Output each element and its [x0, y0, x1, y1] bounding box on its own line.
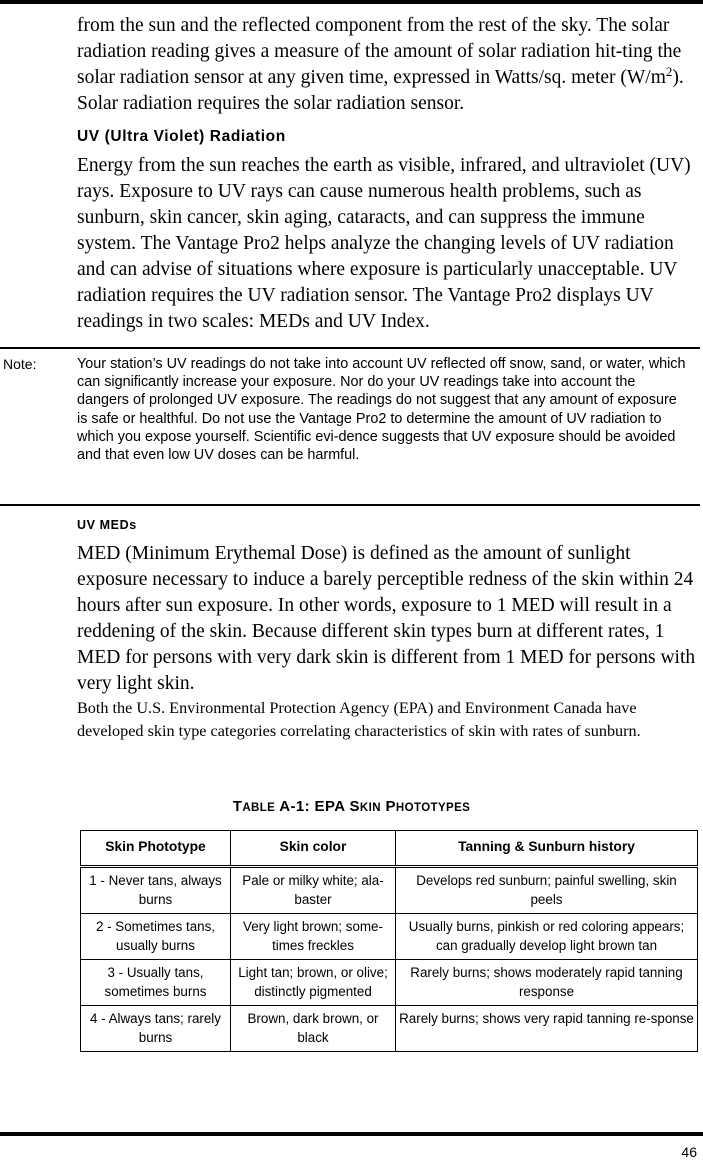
column-header: Skin color	[231, 831, 396, 867]
note-bottom-rule	[0, 504, 700, 506]
uv-radiation-heading: UV (Ultra Violet) Radiation	[77, 128, 286, 145]
table-cell: Very light brown; some-times freckles	[231, 914, 396, 960]
table-row	[81, 960, 698, 1006]
table-cell: Develops red sunburn; painful swelling, skin peels	[396, 867, 698, 914]
meds-paragraph: MED (Minimum Erythemal Dose) is defined as the amount of sunlight exposure necessary to induce a barely perceptible redness of the skin within 24 hours after sun exposure. In other words, exposure to 1 MED will result in a reddening of the skin. Because different skin types burn at different rates, 1 MED for persons with very dark skin is different from 1 MED for persons with very light skin.	[77, 543, 696, 694]
table-cell: 3 - Usually tans, sometimes burns	[81, 960, 231, 1006]
table-header-row	[81, 831, 698, 867]
table-cell: Rarely burns; shows moderately rapid tanning response	[396, 960, 698, 1006]
table-cell: Brown, dark brown, or black	[231, 1006, 396, 1052]
superscript: 2	[665, 64, 673, 79]
column-header: Tanning & Sunburn history	[396, 831, 698, 867]
uv-radiation-paragraph: Energy from the sun reaches the earth as visible, infrared, and ultraviolet (UV) rays. Exposure to UV rays can cause numerous health problems, such as sunburn, skin cancer, skin aging, cataracts, and can suppress the immune system. The Vantage Pro2 helps analyze the changing levels of UV radiation and can advise of situations where exposure is particularly unacceptable. UV radiation requires the UV radiation sensor. The Vantage Pro2 displays UV readings in two scales: MEDs and UV Index.	[77, 155, 691, 332]
note-text: Your station’s UV readings do not take into account UV reflected off snow, sand, or water, which can significantly increase your exposure. Nor do your UV readings take into account the dangers of prolonged UV exposure. The readings do not suggest that any amount of exposure is safe or healthful. Do not use the Vantage Pro2 to determine the amount of UV radiation to which you expose yourself. Scientific evi-dence suggests that UV exposure should be avoided and that even low UV doses can be harmful.	[77, 356, 686, 464]
table-cell: 4 - Always tans; rarely burns	[81, 1006, 231, 1052]
top-rule	[0, 0, 703, 4]
epa-paragraph: Both the U.S. Environmental Protection Agency (EPA) and Environment Canada have developed skin type categories correlating characteristics of skin with rates of sunburn.	[77, 699, 641, 740]
table-row	[81, 867, 698, 914]
note-top-rule	[0, 347, 700, 349]
table-row	[81, 1006, 698, 1052]
table-title: TABLE A-1: EPA SKIN PHOTOTYPES	[232, 798, 471, 815]
column-header: Skin Phototype	[81, 831, 231, 867]
table-cell: Rarely burns; shows very rapid tanning re-sponse	[396, 1006, 698, 1052]
table-cell: 2 - Sometimes tans, usually burns	[81, 914, 231, 960]
page-number: 46	[681, 1144, 697, 1160]
intro-paragraph: from the sun and the reflected component from the rest of the sky. The solar radiation reading gives a measure of the amount of solar radiation hit-ting the solar radiation sensor at any given time, expressed in Watts/sq. meter $(W/m^2)$. Solar radiation requires the solar radiation sensor.	[77, 15, 684, 114]
table-row	[81, 914, 698, 960]
table-cell: Usually burns, pinkish or red coloring appears; can gradually develop light brown tan	[396, 914, 698, 960]
table-cell: Light tan; brown, or olive; distinctly pigmented	[231, 960, 396, 1006]
table-cell: Pale or milky white; ala-baster	[231, 867, 396, 914]
uv-meds-heading: UV MEDs	[77, 518, 137, 532]
note-label: Note:	[3, 356, 37, 372]
bottom-rule	[0, 1132, 703, 1136]
skin-phototype-table	[80, 830, 698, 1052]
table-cell: 1 - Never tans, always burns	[81, 867, 231, 914]
